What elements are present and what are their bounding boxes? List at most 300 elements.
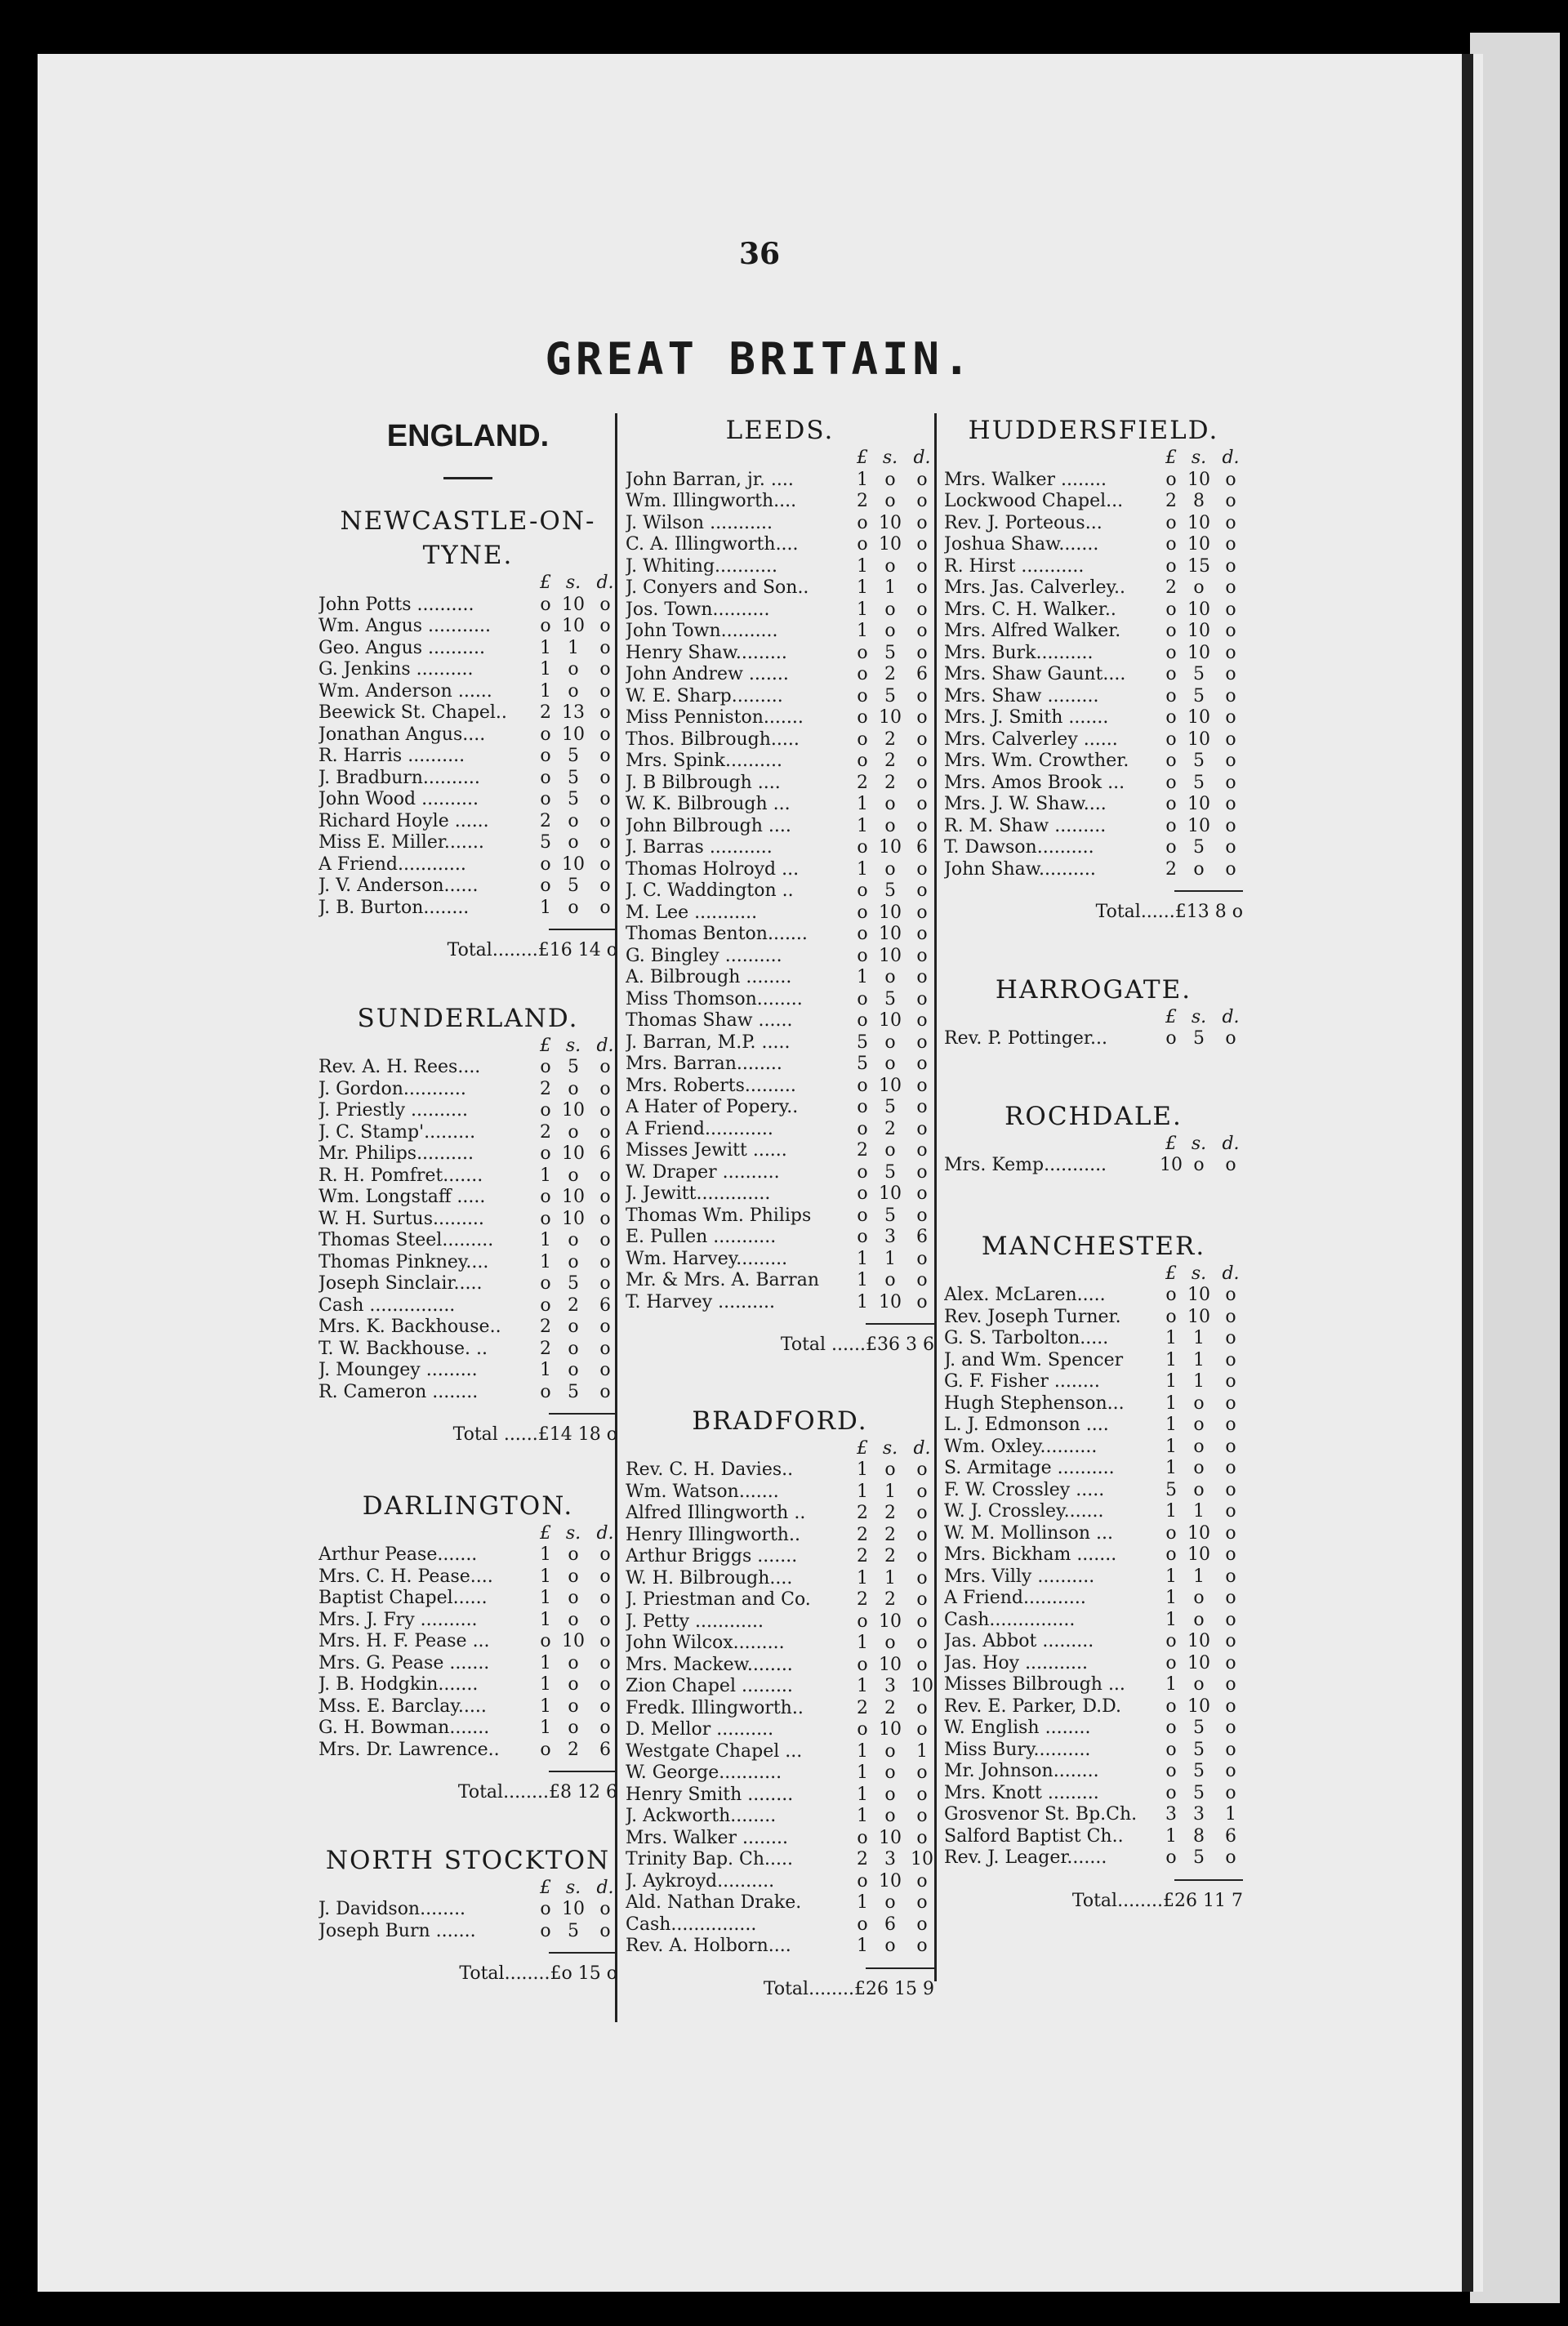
pence-value: o	[916, 880, 928, 901]
shillings-value: o	[884, 1054, 896, 1074]
list-item	[318, 1079, 617, 1101]
pounds-value: 1	[540, 1230, 551, 1250]
subscriber-name: Mrs. Walker ........	[626, 1827, 788, 1848]
subscriber-name: J. Gordon...........	[318, 1078, 466, 1099]
pence-value: 6	[599, 1294, 611, 1316]
subscriber-name: Alex. McLaren.....	[944, 1285, 1106, 1305]
pounds-value: 1	[540, 1718, 551, 1738]
pounds-value: 2	[857, 491, 868, 511]
list-item	[944, 1761, 1243, 1783]
subscriber-name: Ald. Nathan Drake.	[626, 1892, 802, 1913]
pounds-value: o	[540, 789, 551, 809]
pence-value: 1	[1225, 1804, 1236, 1825]
pence-value: o	[916, 1291, 928, 1312]
pounds-value: o	[857, 1161, 868, 1183]
shillings-value: 10	[879, 945, 902, 966]
pounds-value: 1	[540, 897, 551, 918]
list-item	[318, 1696, 617, 1718]
pence-value: o	[916, 1892, 928, 1913]
shillings-value: 2	[884, 664, 896, 684]
pence-value: o	[916, 988, 928, 1009]
pence-header: d.	[1222, 1006, 1240, 1027]
pounds-value: o	[1165, 1761, 1177, 1781]
pounds-value: 1	[857, 1784, 868, 1805]
section-title: NEWCASTLE-ON-TYNE.	[340, 506, 596, 570]
subscriber-name: J. C. Stamp'.........	[318, 1121, 476, 1143]
shillings-value: 15	[1187, 555, 1210, 577]
pence-value: o	[916, 1140, 928, 1161]
shillings-header: s.	[882, 448, 898, 468]
pence-value: o	[916, 707, 928, 728]
subscriber-name: Henry Illingworth..	[626, 1524, 800, 1545]
shillings-value: 10	[879, 512, 902, 533]
shillings-value: 10	[562, 1187, 585, 1207]
shillings-value: 8	[1193, 1825, 1205, 1847]
currency-header	[944, 1007, 1243, 1029]
pounds-value: 1	[1165, 1436, 1177, 1457]
subscriber-name: Mrs. J. Fry ..........	[318, 1609, 478, 1630]
pence-value: o	[1225, 1674, 1236, 1695]
subscriber-name: Jas. Abbot .........	[944, 1631, 1094, 1651]
subscriber-name: J. Priestman and Co.	[626, 1589, 811, 1610]
total-rule	[318, 1403, 617, 1424]
list-item	[944, 1566, 1243, 1589]
pence-value: o	[916, 1633, 928, 1653]
subscription-section	[626, 1404, 934, 2001]
list-item	[626, 967, 934, 989]
pence-value: o	[1225, 577, 1236, 598]
shillings-value: 1	[884, 1567, 896, 1589]
list-item	[626, 1676, 934, 1698]
pounds-value: o	[857, 1010, 868, 1031]
pounds-value: 1	[1165, 1328, 1177, 1348]
subscriber-name: Thomas Benton.......	[626, 924, 808, 944]
list-item	[626, 470, 934, 492]
pounds-value: o	[540, 1273, 551, 1294]
list-item	[626, 1914, 934, 1936]
pence-header: d.	[1222, 1133, 1240, 1154]
shillings-value: 10	[562, 1100, 585, 1121]
pounds-header: £	[540, 573, 551, 593]
shillings-value: 10	[562, 1899, 585, 1919]
subscriber-name: Misses Jewitt ......	[626, 1140, 787, 1161]
subscriber-name: Mr. & Mrs. A. Barran	[626, 1270, 819, 1290]
shillings-value: 5	[1193, 664, 1205, 684]
subscriber-name: Mrs. Barran........	[626, 1054, 782, 1074]
section-total	[318, 1782, 617, 1804]
pence-value: o	[916, 491, 928, 511]
pence-value: o	[1225, 772, 1236, 793]
pounds-value: 2	[1165, 577, 1177, 598]
shillings-value: 5	[568, 746, 579, 766]
pence-value: o	[599, 1652, 611, 1673]
subscriber-name: D. Mellor ..........	[626, 1719, 774, 1740]
pence-value: 6	[916, 1227, 928, 1247]
subscriber-name: Wm. Angus ...........	[318, 616, 491, 636]
shillings-value: o	[1193, 1415, 1205, 1435]
list-item	[944, 1480, 1243, 1502]
pence-value: o	[599, 724, 611, 745]
pounds-header: £	[540, 1877, 551, 1898]
total-rule	[318, 1942, 617, 1963]
shillings-value: o	[568, 1165, 579, 1186]
pounds-value: o	[540, 1187, 551, 1207]
subscriber-name: W. K. Bilbrough ...	[626, 794, 791, 814]
shillings-value: o	[1193, 1609, 1205, 1630]
shillings-value: o	[568, 1718, 579, 1738]
shillings-value: 5	[1193, 1761, 1205, 1781]
pounds-value: o	[857, 1611, 868, 1632]
subscriber-name: Mrs. Shaw .........	[944, 685, 1099, 706]
shillings-value: 10	[562, 1208, 585, 1229]
pounds-value: 2	[1165, 491, 1177, 511]
list-item	[626, 1892, 934, 1914]
list-item	[626, 491, 934, 513]
subscriber-name: Mrs. Walker ........	[944, 469, 1107, 490]
shillings-value: 5	[568, 1381, 579, 1402]
pence-value: o	[599, 1057, 611, 1077]
pounds-value: 1	[857, 1481, 868, 1502]
shillings-value: 2	[884, 1697, 896, 1718]
pence-value: o	[916, 1503, 928, 1523]
shillings-value: o	[884, 1892, 896, 1913]
pounds-value: 1	[857, 815, 868, 836]
subscriber-name: W. M. Mollinson ...	[944, 1522, 1113, 1544]
pounds-value: 2	[540, 1078, 551, 1099]
shillings-value: o	[884, 1762, 896, 1783]
section-title: SUNDERLAND.	[357, 1003, 579, 1033]
list-item	[318, 1718, 617, 1740]
subscriber-name: Rev. E. Parker, D.D.	[944, 1695, 1122, 1717]
section-total	[944, 902, 1243, 924]
shillings-value: 10	[1187, 1695, 1210, 1717]
shillings-value: 1	[1193, 1371, 1205, 1392]
subscriber-name: W. E. Sharp.........	[626, 685, 783, 706]
pence-value: o	[916, 1611, 928, 1632]
subscriber-name: Fredk. Illingworth..	[626, 1697, 804, 1718]
pounds-value: 1	[540, 1674, 551, 1695]
shillings-value: o	[884, 967, 896, 987]
pounds-value: 1	[540, 1251, 551, 1272]
subscriber-name: Cash...............	[626, 1914, 757, 1935]
shillings-value: 5	[884, 685, 896, 706]
shillings-header: s.	[565, 1877, 581, 1898]
subscriber-name: Mrs. Jas. Calverley..	[944, 577, 1126, 598]
shillings-value: 5	[1193, 685, 1205, 706]
subscriber-name: John Shaw..........	[944, 858, 1096, 880]
shillings-value: o	[568, 1674, 579, 1695]
list-item	[944, 577, 1243, 599]
subscriber-name: Miss Bury..........	[944, 1739, 1091, 1760]
subscriber-name: Mrs. Roberts.........	[626, 1075, 796, 1096]
subscriber-name: Alfred Illingworth ..	[626, 1503, 806, 1523]
pence-value: o	[1225, 815, 1236, 836]
pence-value: o	[1225, 1522, 1236, 1544]
pounds-value: o	[1165, 815, 1177, 836]
list-item	[626, 707, 934, 729]
pounds-value: 2	[540, 1121, 551, 1143]
pence-value: o	[1225, 599, 1236, 620]
pounds-value: o	[1165, 1028, 1177, 1049]
pence-value: o	[916, 772, 928, 793]
shillings-value: 10	[879, 924, 902, 944]
list-item	[626, 1010, 934, 1032]
list-item	[318, 876, 617, 898]
list-item	[944, 534, 1243, 556]
subscriber-name: Miss E. Miller.......	[318, 832, 484, 853]
pence-value: o	[599, 810, 611, 831]
list-item	[626, 1633, 934, 1655]
pence-value: o	[1225, 1761, 1236, 1781]
pence-value: o	[599, 789, 611, 809]
shillings-value: 10	[1187, 1652, 1210, 1673]
subscriber-name: Mrs. C. H. Walker..	[944, 599, 1116, 620]
subscriber-name: Mrs. C. H. Pease....	[318, 1566, 493, 1587]
pounds-header: £	[540, 1522, 551, 1544]
list-item	[944, 1285, 1243, 1307]
shillings-value: 5	[884, 642, 896, 663]
shillings-value: o	[568, 1588, 579, 1608]
pounds-value: o	[857, 837, 868, 858]
pounds-value: o	[857, 664, 868, 684]
list-item	[944, 1393, 1243, 1415]
subscriber-name: G. Bingley ..........	[626, 945, 782, 966]
shillings-value: 5	[1193, 1739, 1205, 1760]
pounds-value: o	[857, 1654, 868, 1675]
list-item	[318, 595, 617, 617]
subscriber-name: J. V. Anderson......	[318, 876, 479, 896]
shillings-value: 10	[879, 1827, 902, 1848]
shillings-value: 1	[884, 1248, 896, 1269]
shillings-value: o	[568, 659, 579, 680]
subscriber-name: Richard Hoyle ......	[318, 810, 489, 831]
pence-value: o	[599, 1251, 611, 1272]
pounds-value: o	[857, 1827, 868, 1848]
pence-value: o	[916, 815, 928, 836]
shillings-value: 5	[884, 1205, 896, 1226]
pounds-value: o	[1165, 1285, 1177, 1305]
subscriber-name: T. Harvey ..........	[626, 1291, 776, 1312]
list-item	[318, 1187, 617, 1209]
shillings-value: 5	[568, 876, 579, 896]
list-item	[626, 1611, 934, 1633]
subscriber-name: G. H. Bowman.......	[318, 1718, 490, 1738]
section-title: ROCHDALE.	[1004, 1101, 1183, 1131]
pounds-value: o	[1165, 469, 1177, 490]
subscriber-name: Grosvenor St. Bp.Ch.	[944, 1804, 1138, 1825]
shillings-value: o	[568, 1230, 579, 1250]
list-item	[626, 1503, 934, 1525]
list-item	[318, 681, 617, 703]
subscriber-name: R. Harris ..........	[318, 746, 466, 766]
list-item	[626, 1589, 934, 1611]
shillings-value: 3	[884, 1676, 896, 1696]
list-item	[626, 1119, 934, 1141]
pounds-header: £	[1165, 448, 1177, 468]
subscriber-name: L. J. Edmonson ....	[944, 1415, 1109, 1435]
list-item	[626, 1054, 934, 1076]
subscriber-name: J. Davidson........	[318, 1899, 466, 1919]
total-rule	[944, 880, 1243, 902]
subscriber-name: W. H. Bilbrough....	[626, 1567, 793, 1589]
pence-value: o	[916, 555, 928, 577]
shillings-value: o	[884, 599, 896, 620]
pence-value: o	[916, 1784, 928, 1805]
subscriber-name: John Town..........	[626, 621, 778, 641]
pence-value: o	[599, 1273, 611, 1294]
pence-value: o	[599, 832, 611, 853]
pence-value: o	[1225, 1782, 1236, 1803]
pounds-value: 1	[540, 659, 551, 680]
shillings-header: s.	[1191, 448, 1207, 468]
pence-value: o	[1225, 534, 1236, 555]
subscriber-name: John Andrew .......	[626, 664, 789, 684]
shillings-value: 2	[884, 1503, 896, 1523]
pounds-value: o	[857, 924, 868, 944]
total-amount: Total........£26 11 7	[1071, 1890, 1243, 1911]
shillings-value: o	[568, 1251, 579, 1272]
shillings-value: o	[568, 1078, 579, 1099]
pounds-value: 1	[1165, 1458, 1177, 1478]
list-item	[626, 1183, 934, 1205]
subscriber-name: Mss. E. Barclay.....	[318, 1695, 487, 1717]
list-item	[944, 816, 1243, 838]
subscriber-name: J. Jewitt.............	[626, 1183, 771, 1204]
list-item	[626, 816, 934, 838]
shillings-header: s.	[565, 1035, 581, 1056]
pounds-value: o	[540, 616, 551, 636]
pounds-value: 3	[1165, 1804, 1177, 1825]
subscriber-name: Rev. J. Leager.......	[944, 1847, 1107, 1868]
list-item	[944, 751, 1243, 773]
pounds-value: o	[540, 746, 551, 766]
list-item	[944, 470, 1243, 492]
shillings-value: o	[568, 1566, 579, 1587]
pounds-header: £	[1165, 1133, 1177, 1154]
list-item	[626, 643, 934, 665]
list-item	[318, 1317, 617, 1339]
shillings-value: 5	[568, 767, 579, 788]
shillings-value: 2	[884, 1589, 896, 1610]
pence-value: o	[916, 1546, 928, 1566]
shillings-value: 2	[884, 1546, 896, 1566]
shillings-value: 1	[884, 1481, 896, 1502]
subscription-section	[944, 1229, 1243, 1913]
shillings-value: o	[884, 794, 896, 814]
list-item	[626, 880, 934, 902]
shillings-value: 10	[879, 1611, 902, 1632]
shillings-value: 10	[562, 1143, 585, 1164]
shillings-value: o	[568, 1121, 579, 1143]
list-item	[318, 746, 617, 768]
pence-value: o	[916, 1118, 928, 1139]
list-item	[626, 621, 934, 643]
section-total	[318, 940, 617, 962]
list-item	[944, 1804, 1243, 1826]
pounds-header: £	[1165, 1006, 1177, 1027]
shillings-value: 5	[884, 1097, 896, 1117]
shillings-value: 2	[884, 772, 896, 793]
pence-value: o	[1225, 512, 1236, 533]
subscriber-name: Rev. A. Holborn....	[626, 1936, 791, 1956]
list-item	[626, 1140, 934, 1162]
list-item	[626, 1032, 934, 1054]
pence-value: o	[916, 1870, 928, 1892]
list-item	[626, 794, 934, 816]
subscriber-name: Beewick St. Chapel..	[318, 702, 507, 723]
shillings-value: 10	[1187, 729, 1210, 750]
pounds-value: 5	[1165, 1479, 1177, 1500]
shillings-value: 5	[1193, 1718, 1205, 1738]
pence-value: o	[916, 1524, 928, 1545]
pence-value: o	[1225, 1415, 1236, 1435]
pounds-value: o	[540, 767, 551, 788]
shillings-value: 10	[879, 1075, 902, 1096]
list-item	[318, 659, 617, 681]
pounds-value: o	[857, 1719, 868, 1740]
subscriber-name: R. Hirst ...........	[944, 555, 1085, 577]
subscription-section	[944, 1099, 1243, 1177]
shillings-value: 10	[562, 724, 585, 745]
pounds-value: 5	[857, 1032, 868, 1053]
list-item	[626, 924, 934, 946]
shillings-value: 3	[884, 1227, 896, 1247]
pence-value: o	[916, 751, 928, 771]
pence-value: o	[599, 1899, 611, 1919]
subscriber-name: Mrs. Shaw Gaunt....	[944, 664, 1126, 684]
subscriber-name: G. F. Fisher ........	[944, 1371, 1100, 1392]
pence-value: o	[1225, 1609, 1236, 1630]
pence-header: d.	[596, 1877, 614, 1898]
pence-value: o	[916, 621, 928, 641]
pounds-value: o	[540, 1100, 551, 1121]
list-item	[626, 1097, 934, 1119]
section-title: DARLINGTON.	[362, 1491, 574, 1521]
pence-value: 1	[916, 1740, 928, 1762]
subscriber-name: Wm. Harvey.........	[626, 1248, 788, 1269]
pounds-value: 1	[1165, 1349, 1177, 1370]
pounds-value: 2	[857, 1140, 868, 1161]
list-item	[626, 1459, 934, 1482]
shillings-value: 8	[1193, 491, 1205, 511]
pence-value: o	[599, 1566, 611, 1587]
list-item	[626, 1205, 934, 1228]
list-item	[626, 1785, 934, 1807]
list-item	[318, 1674, 617, 1696]
list-item	[944, 1501, 1243, 1523]
pence-value: o	[599, 1078, 611, 1099]
list-item	[944, 1826, 1243, 1848]
pounds-value: o	[1165, 1652, 1177, 1673]
pence-value: o	[916, 534, 928, 555]
list-item	[626, 556, 934, 578]
pence-value: o	[599, 1208, 611, 1229]
list-item	[944, 1307, 1243, 1329]
shillings-value: 10	[879, 1183, 902, 1204]
pence-value: o	[916, 1097, 928, 1117]
pence-value: o	[916, 1075, 928, 1096]
shillings-value: o	[568, 1317, 579, 1337]
list-item	[626, 577, 934, 599]
subscriber-name: T. Dawson..........	[944, 837, 1094, 858]
pence-value: o	[916, 1654, 928, 1675]
list-item	[626, 837, 934, 859]
pence-value: o	[1225, 1285, 1236, 1305]
pence-value: o	[1225, 1652, 1236, 1673]
pounds-value: 1	[540, 1165, 551, 1186]
subscription-section	[944, 973, 1243, 1050]
pounds-value: o	[857, 534, 868, 555]
